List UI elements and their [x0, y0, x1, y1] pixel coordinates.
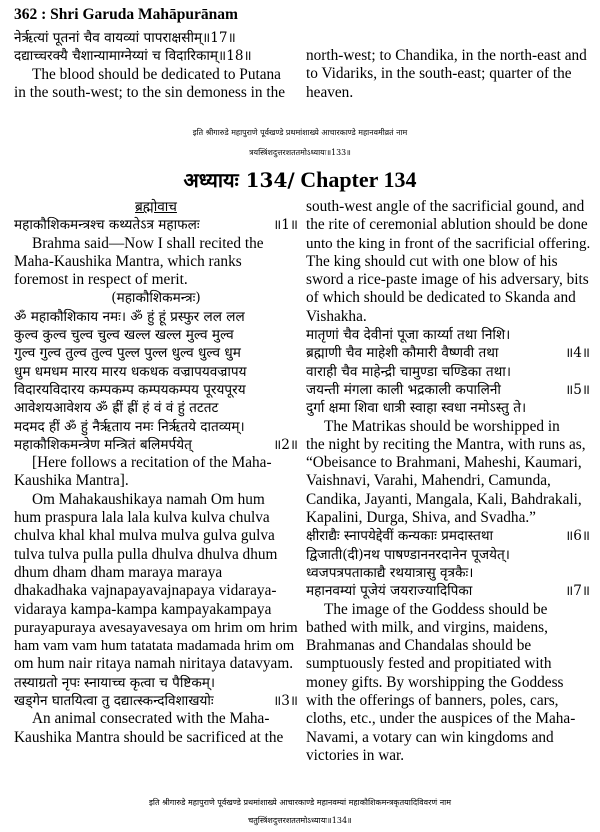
top-right-block — [306, 47, 590, 102]
verse-text: ध्वजपत्रपताकाद्यै रथयात्रासु वृत्रकैः। — [306, 564, 474, 581]
english-line: The image of the Goddess should be — [324, 600, 548, 618]
translit-line: chulva khal khal mulva mulva gulva gulva — [14, 527, 275, 545]
left-column — [14, 198, 298, 747]
english-line: The blood should be dedicated to Putana — [32, 65, 281, 83]
english-line: Candika, Jayanti, Mangala, Kali, Bahdrakali, — [306, 490, 582, 508]
verse-text: महाकौशिकमन्त्रश्च कथ्यतेऽत्र महाफलः — [14, 217, 200, 234]
english-line: unto the king in front of the sacrificial offering. — [306, 235, 591, 252]
english-line: An animal consecrated with the Maha- — [32, 710, 270, 728]
english-line: bathed with milk, and virgins, maidens, — [306, 618, 548, 636]
english-line: money gifts. By worshipping the Goddess — [306, 673, 564, 691]
english-line: south-west angle of the sacrificial gound, and — [306, 198, 585, 215]
english-line: cloths, etc., under the auspices of the Maha- — [306, 710, 576, 728]
verse-4 — [306, 344, 590, 362]
verse-5 — [306, 381, 590, 399]
translit-line: dhakadhaka vajnapayavajnapaya vidaraya- — [14, 582, 277, 600]
verse-17: नेर्ऋत्यां पूतनां चैव वायव्यां पापराक्षसीम्॥17॥ — [14, 30, 236, 46]
translit-line: tulva tulva pulla pulla dhulva dhulva dhum — [14, 545, 278, 563]
english-line: Brahma said—Now I shall recited the — [32, 234, 264, 252]
english-line: Brahmanas and Chandalas should be — [306, 637, 532, 655]
english-line: sumptuously fested and propitiated with — [306, 655, 552, 673]
verse-line — [306, 363, 590, 381]
english-line: north-west; to Chandika, in the north-east and — [306, 47, 587, 64]
mantra-line: ॐ महाकौशिकाय नमः। ॐ हुं हूं प्रस्फुर लल लल — [14, 308, 245, 325]
english-line: Kapalini, Durga, Shiva, and Svadha.” — [306, 509, 536, 527]
verse-2 — [14, 436, 298, 454]
english-line: Navami, a votary can win kingdoms and — [306, 728, 554, 746]
mantra-line: आवेशयआवेशय ॐ ह्रीं ह्रीं हं वं वं हुं तटतट — [14, 400, 219, 417]
english-line: of which should be dedicated to Skanda and — [306, 289, 576, 307]
english-line: heaven. — [306, 83, 354, 101]
mantra-line: धुम धमधम मारय मारय धकधक वज्रापयवज्रापय — [14, 363, 247, 380]
chapter-heading — [0, 166, 600, 193]
verse-text: दुर्गा क्षमा शिवा धात्री स्वाहा स्वधा नमोऽस्तु ते। — [306, 400, 527, 417]
colophon-133-line2: त्रयस्त्रिंशदुत्तरशततमोऽध्यायः॥133॥ — [249, 148, 351, 157]
verse-number: ॥3॥ — [273, 693, 298, 710]
verse-3a: तस्याग्रतो नृपः स्नायाच्च कृत्वा च पैष्टिकम्। — [14, 674, 216, 691]
english-line: The Matrikas should be worshipped in — [324, 417, 560, 435]
verse-text: क्षीराद्यैः स्नापयेद्देवीं कन्यकाः प्रमदास्तथा — [306, 528, 494, 545]
verse-3 — [14, 692, 298, 710]
verse-line — [306, 546, 590, 564]
english-line: Vishakha. — [306, 307, 367, 325]
verse-text: जयन्ती मंगला काली भद्रकाली कपालिनी — [306, 381, 501, 398]
english-line: the rite of ceremonial ablution should be done — [306, 216, 588, 234]
colophon-133-line1: इति श्रीगारुडे महापुराणे पूर्वखण्डे प्रथमांशाख्ये आचारकाण्डे महानवमीव्रतं नाम — [192, 128, 408, 137]
english-line: sword a rice-paste image of his adversary, bits — [306, 271, 589, 289]
translit-line: purayapuraya avesayavesaya om hrim om hrim — [14, 619, 298, 636]
chapter-heading-sanskrit: अध्यायः 134/ — [183, 168, 295, 192]
verse-text: महाकौशिकमन्त्रेण मन्त्रितं बलिमर्पयेत् — [14, 436, 192, 453]
verse-text: मातृणां चैव देवीनां पूजा कार्य्या तथा निशि। — [306, 327, 511, 344]
verse-text: ब्रह्माणी चैव माहेशी कौमारी वैष्णवी तथा — [306, 345, 499, 362]
translit-line: om hum nair ritaya namah niritaya datavyam. — [14, 655, 294, 673]
verse-number: ॥1॥ — [273, 217, 298, 234]
english-line: with the offerings of banners, poles, cars, — [306, 692, 559, 710]
colophon-134-line2: चतुस्त्रिंशदुत्तरशततमोऽध्यायः॥134॥ — [248, 816, 352, 825]
verse-6 — [306, 527, 590, 545]
english-line: the night by reciting the Mantra, with runs as, — [306, 435, 586, 453]
page-header: 362 : Shri Garuda Mahāpurānam — [14, 6, 238, 23]
verse-number: ॥4॥ — [565, 345, 590, 362]
translit-line: Om Mahakaushikaya namah Om hum — [32, 490, 265, 508]
english-line: “Obeisance to Brahmani, Maheshi, Kaumari, — [306, 454, 582, 472]
speaker-heading: ब्रह्मोवाच — [135, 199, 177, 215]
english-line: Vaishnavi, Varahi, Mahendri, Camunda, — [306, 472, 551, 490]
mantra-line: गुल्व गुल्व तुल्व तुल्व पुल्ल पुल्ल धुल्व धुल्व धुम — [14, 345, 241, 362]
verse-text: द्विजाती(दी)नथ पाषण्डाननरदानेन पूजयेत्। — [306, 546, 510, 563]
verse-number: ॥2॥ — [273, 436, 298, 453]
translit-line: hum praspura lala lala kulva kulva chulva — [14, 509, 270, 527]
english-line: [Here follows a recitation of the Maha- — [32, 454, 272, 472]
verse-text: महानवम्यां पूजेयं जयराज्यादिपिका — [306, 583, 473, 600]
mantra-line: मदमद हीं ॐ हुं नैर्ऋताय नमः निर्ऋतये दातव्यम्। — [14, 418, 245, 435]
english-line: victories in war. — [306, 746, 405, 764]
english-line: The king should cut with one blow of his — [306, 252, 558, 270]
mantra-line: विदारयविदारय कम्पकम्प कम्पयकम्पय पूरयपूरय — [14, 381, 246, 398]
english-line: Kaushika Mantra should be sacrificed at the — [14, 728, 284, 746]
verse-line — [306, 326, 590, 344]
verse-number: ॥5॥ — [565, 381, 590, 398]
verse-text: वाराही चैव माहेन्द्री चामुण्डा चण्डिका तथा। — [306, 363, 511, 380]
top-left-block — [14, 29, 298, 102]
translit-line: dhum dham dham maraya maraya — [14, 563, 223, 581]
mantra-line: कुल्व कुल्व चुल्व चुल्व खल्ल खल्ल मुल्व मुल्व — [14, 327, 234, 344]
right-column — [306, 198, 590, 765]
verse-line — [306, 564, 590, 582]
colophon-134-line1: इति श्रीगारुडे महापुराणे पूर्वखण्डे प्रथमांशाख्ये आचारकाण्डे महानवम्यां महाकौशिकमन्त्रकृतयादिविवरणं नाम — [148, 798, 452, 807]
verse-number: ॥7॥ — [565, 583, 590, 600]
english-line: foremost in respect of merit. — [14, 271, 188, 289]
translit-line: vidaraya kampa-kampa kampayakampaya — [14, 600, 272, 618]
verse-18: दद्याच्चरक्यै चैशान्यामाग्नेय्यां च विदारिकाम्॥18॥ — [14, 48, 252, 65]
verse-7 — [306, 582, 590, 600]
english-line: Maha-Kaushika Mantra, which ranks — [14, 252, 242, 270]
verse-text: खड्गेन घातयित्वा तु दद्यात्स्कन्दविशाखयोः — [14, 693, 214, 710]
chapter-heading-english: Chapter 134 — [300, 167, 417, 192]
english-line: to Vidariks, in the south-east; quarter of the — [306, 65, 572, 83]
verse-number: ॥6॥ — [565, 528, 590, 545]
verse-1 — [14, 216, 298, 234]
verse-line — [306, 399, 590, 417]
english-line: in the south-west; to the sin demoness in the — [14, 83, 286, 101]
mantra-title: (महाकौशिकमन्त्रः) — [111, 290, 201, 307]
english-line: Kaushika Mantra]. — [14, 472, 129, 490]
translit-line: ham vam vam hum tatatata madamada hrim om — [14, 638, 295, 655]
